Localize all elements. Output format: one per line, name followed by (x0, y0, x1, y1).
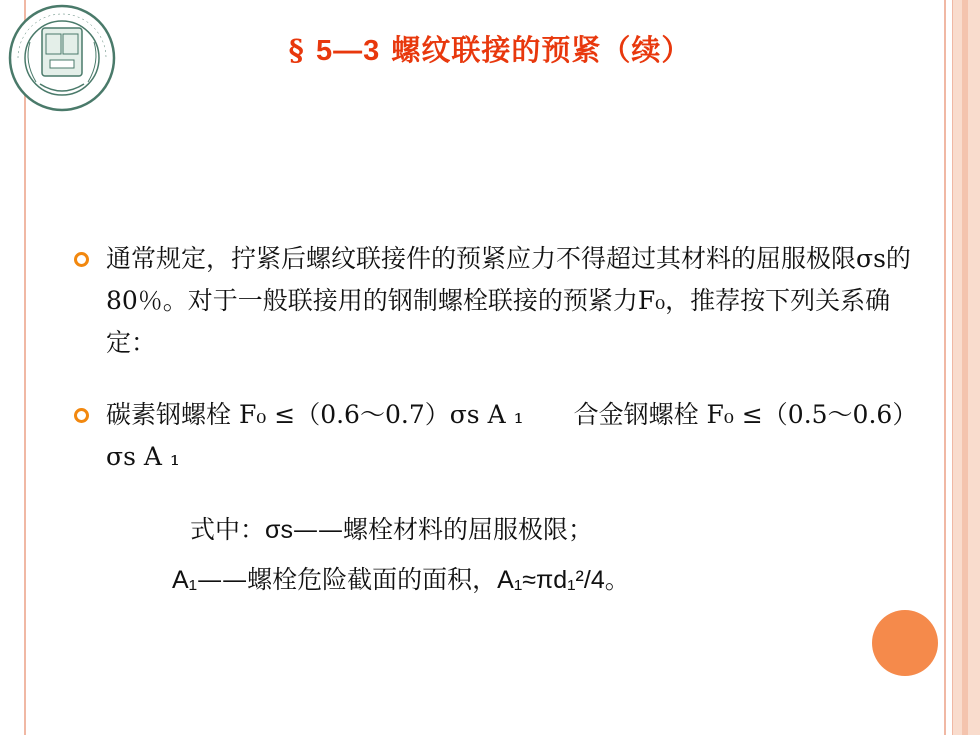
formula-expression: A₁≈πd₁²/4 (497, 566, 605, 594)
formula-symbol-a1: A₁ (172, 566, 198, 594)
formula-definition: ——螺栓材料的屈服极限； (292, 515, 593, 544)
formula-line-1 (190, 510, 890, 546)
formula-line-2 (172, 560, 872, 596)
bullet-circle-icon (74, 408, 89, 423)
formula-prefix: 式中： (190, 515, 266, 544)
frame-right-stripe (962, 0, 968, 735)
formula-symbol-sigma: σs (265, 516, 293, 544)
bullet-text: 通常规定，拧紧后螺纹联接件的预紧应力不得超过其材料的屈服极限σs的80％。对于一般联接用的钢制螺栓联接的预紧力F₀，推荐按下列关系确定： (106, 244, 911, 357)
formula-end: 。 (604, 565, 630, 594)
frame-right-line (944, 0, 946, 735)
bullet-item (78, 238, 938, 364)
section-symbol: § (288, 33, 305, 67)
formula-definition: ——螺栓危险截面的面积， (197, 565, 498, 594)
slide-title (0, 28, 980, 69)
section-number: 5—3 (315, 35, 381, 67)
decorative-circle (872, 610, 938, 676)
bullet-circle-icon (74, 252, 89, 267)
title-text: 螺纹联接的预紧（续） (391, 33, 692, 67)
bullet-item (78, 394, 938, 478)
bullet-text: 碳素钢螺栓 F₀ ≤（0.6～0.7）σs A ₁ 合金钢螺栓 F₀ ≤（0.5～0.6）σs A ₁ (106, 400, 918, 471)
